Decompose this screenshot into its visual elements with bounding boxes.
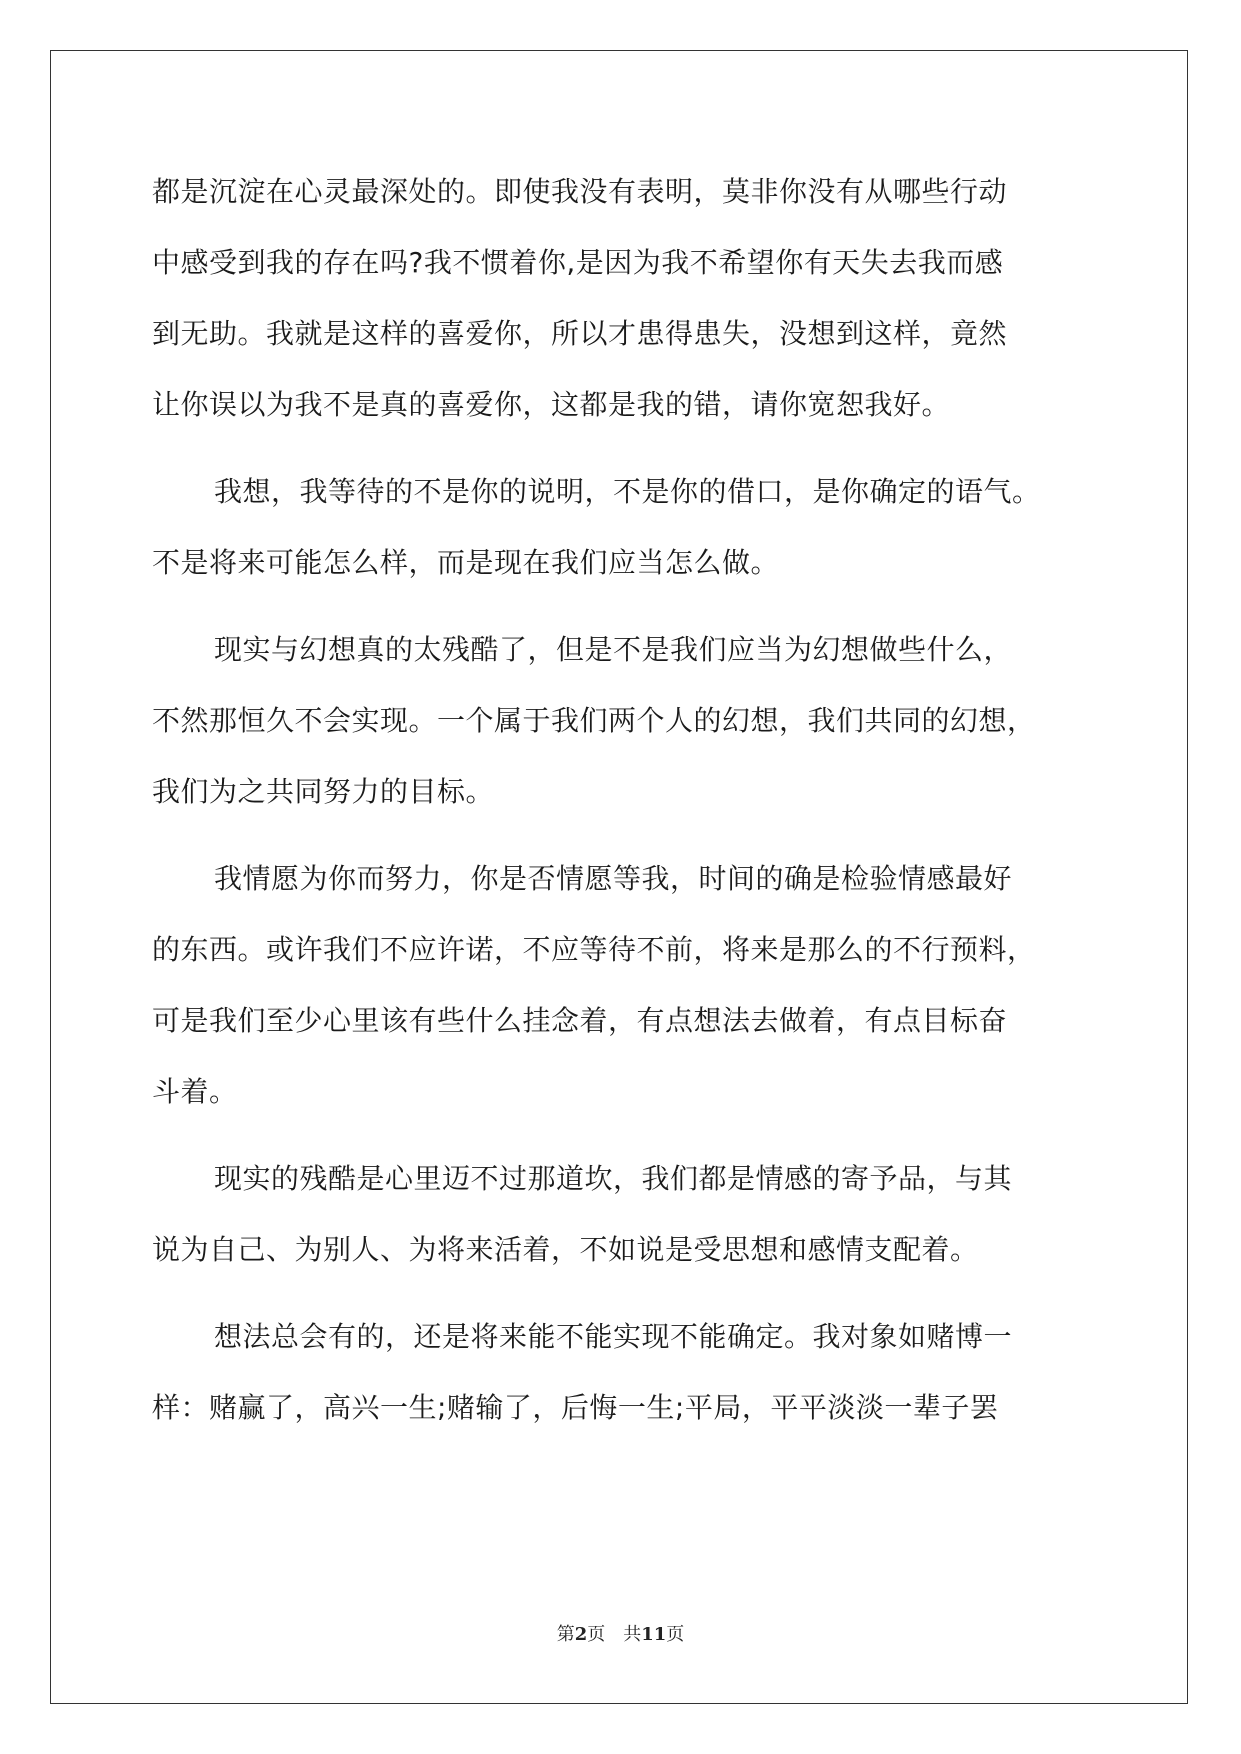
text-line-4: 让你误以为我不是真的喜爱你，这都是我的错，请你宽恕我好。 xyxy=(152,388,951,421)
text-line-10: 我情愿为你而努力，你是否情愿等我，时间的确是检验情感最好 xyxy=(214,862,1013,895)
text-line-8: 不然那恒久不会实现。一个属于我们两个人的幻想，我们共同的幻想， xyxy=(152,704,1036,737)
text-line-9: 我们为之共同努力的目标。 xyxy=(152,775,495,808)
text-line-5: 我想，我等待的不是你的说明，不是你的借口，是你确定的语气。 xyxy=(214,475,1041,508)
text-line-3: 到无助。我就是这样的喜爱你，所以才患得患失，没想到这样，竟然 xyxy=(152,317,1008,350)
text-line-16: 想法总会有的，还是将来能不能实现不能确定。我对象如赌博一 xyxy=(214,1320,1013,1353)
footer-page-suffix: 页 xyxy=(587,1624,606,1645)
page-footer xyxy=(0,1620,1241,1646)
text-line-14: 现实的残酷是心里迈不过那道坎，我们都是情感的寄予品，与其 xyxy=(214,1162,1013,1195)
text-line-6: 不是将来可能怎么样，而是现在我们应当怎么做。 xyxy=(152,546,780,579)
footer-total-prefix: 共 xyxy=(623,1624,642,1645)
text-line-1: 都是沉淀在心灵最深处的。即使我没有表明，莫非你没有从哪些行动 xyxy=(152,175,1008,208)
document-body xyxy=(152,164,1092,1451)
text-line-17: 样：赌赢了，高兴一生;赌输了，后悔一生;平局，平平淡淡一辈子罢 xyxy=(152,1391,999,1424)
footer-page-number: 2 xyxy=(574,1624,588,1645)
footer-total-pages: 11 xyxy=(641,1624,667,1645)
text-line-13: 斗着。 xyxy=(152,1075,238,1108)
text-line-2: 中感受到我的存在吗?我不惯着你,是因为我不希望你有天失去我而感 xyxy=(152,246,1004,279)
text-line-12: 可是我们至少心里该有些什么挂念着，有点想法去做着，有点目标奋 xyxy=(152,1004,1008,1037)
text-line-15: 说为自己、为别人、为将来活着，不如说是受思想和感情支配着。 xyxy=(152,1233,979,1266)
text-line-11: 的东西。或许我们不应许诺，不应等待不前，将来是那么的不行预料， xyxy=(152,933,1036,966)
text-line-7: 现实与幻想真的太残酷了，但是不是我们应当为幻想做些什么， xyxy=(214,633,1013,666)
footer-page-prefix: 第 xyxy=(556,1624,575,1645)
footer-total-suffix: 页 xyxy=(666,1624,685,1645)
